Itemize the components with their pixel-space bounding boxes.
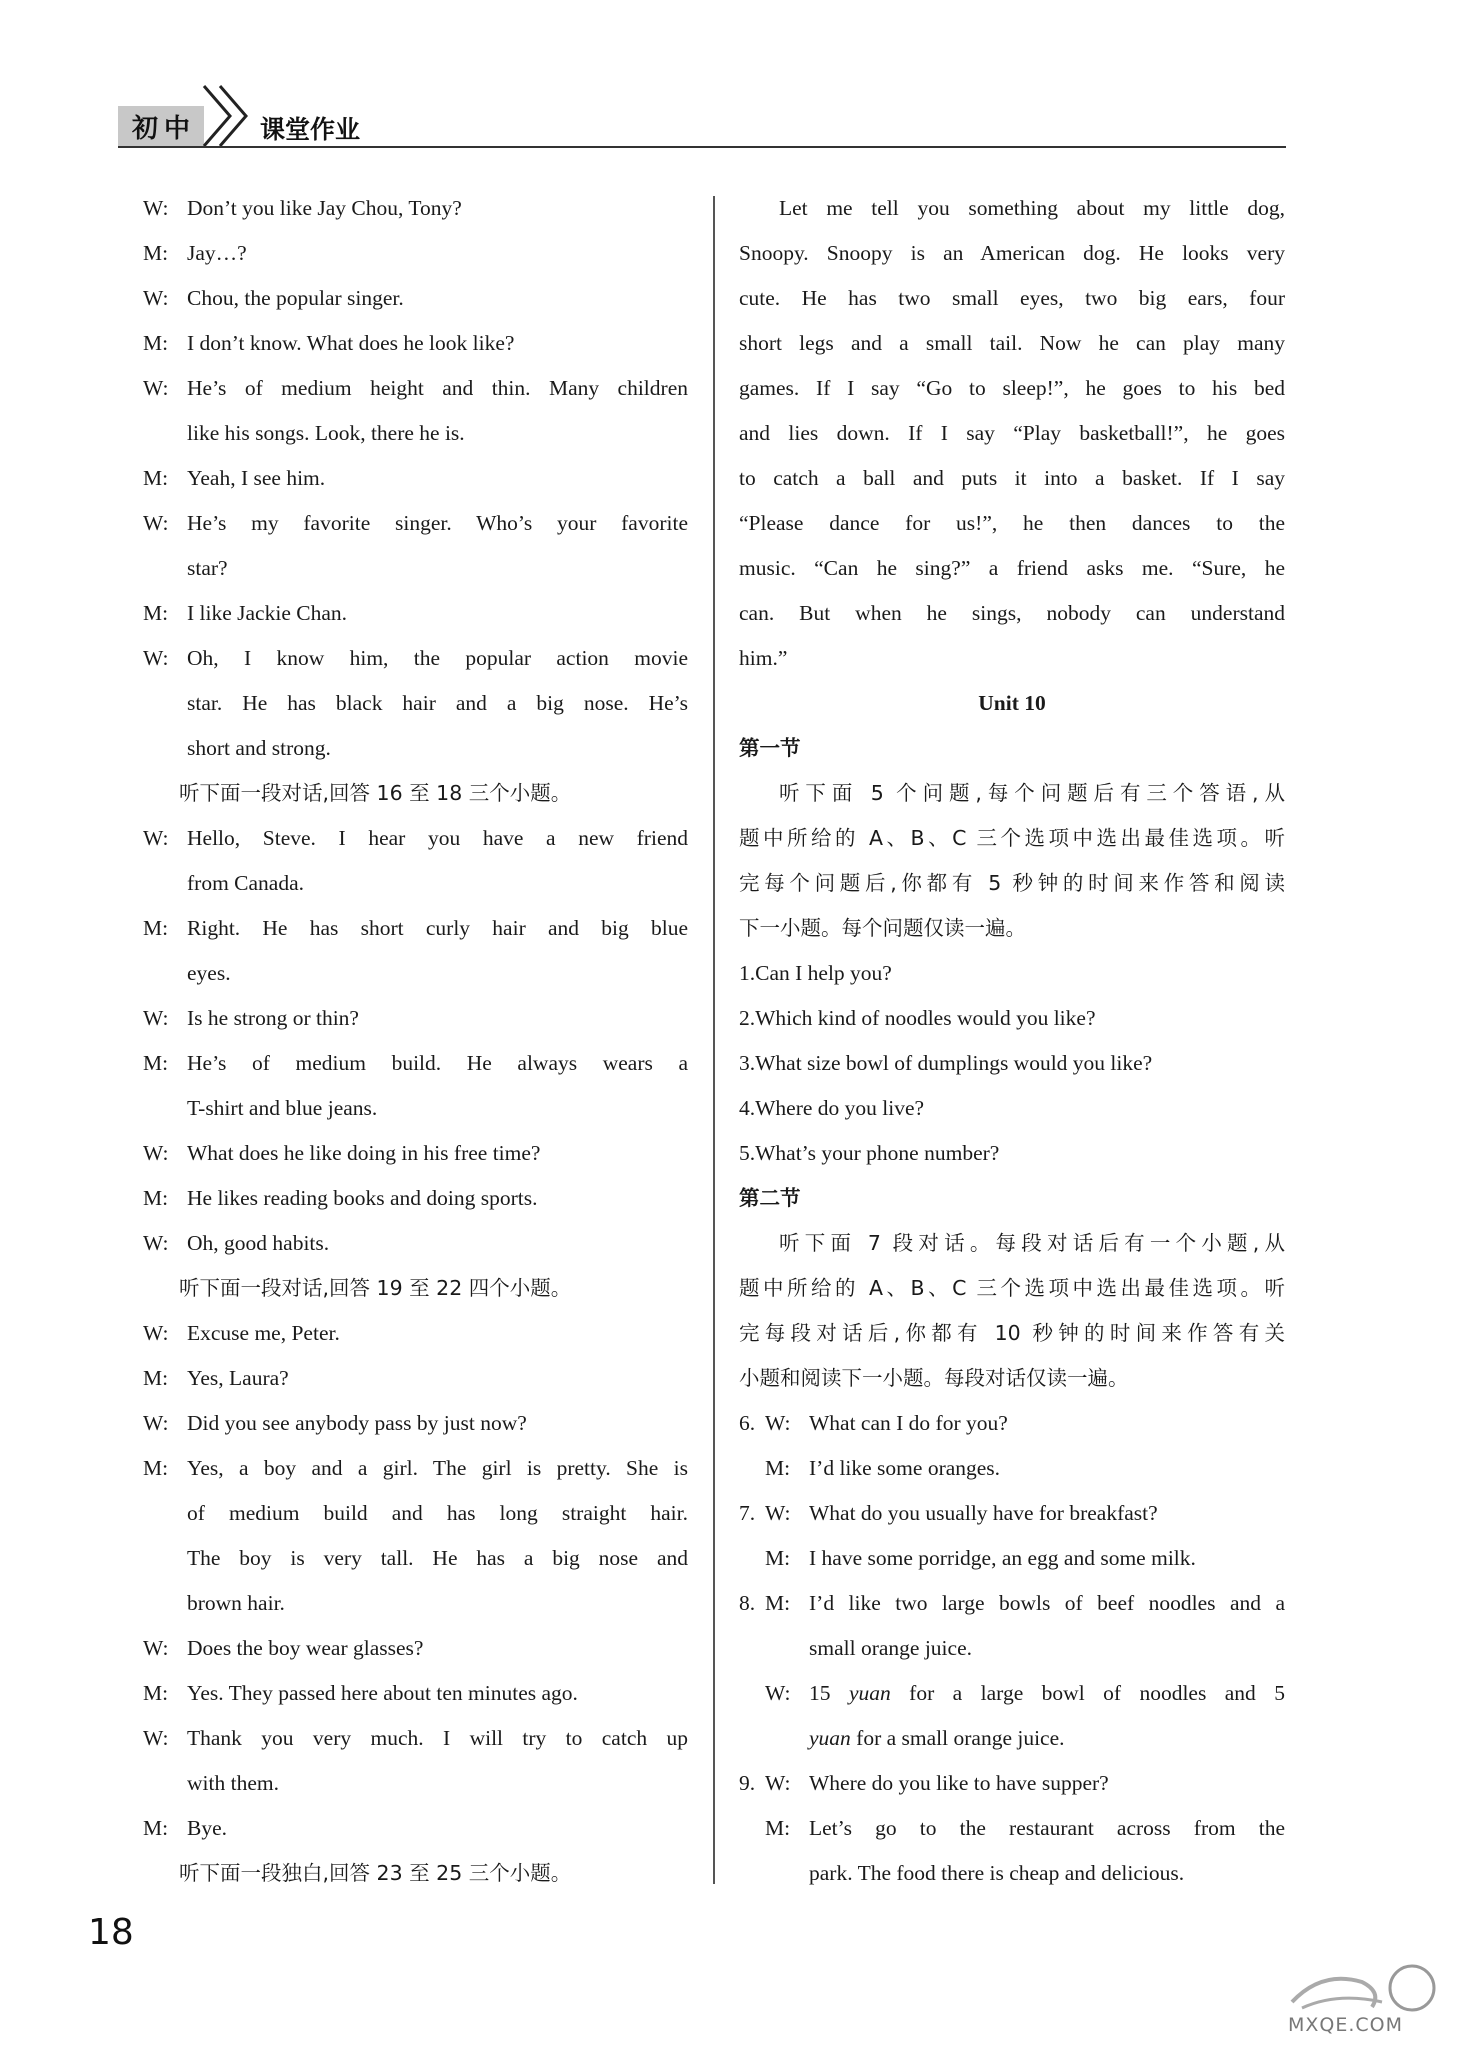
instruction-line: 听下面一段对话,回答 19 至 22 四个小题。 [179,1276,572,1300]
text-line [143,726,688,771]
line-text: Let me tell you something about my little dog, [779,196,1285,220]
text-line [143,546,688,591]
instruction-line: 听下面一段独白,回答 23 至 25 三个小题。 [179,1861,572,1885]
text-line [739,366,1285,411]
text-line [739,1491,1285,1536]
text-line [143,1761,688,1806]
line-text: Jay…? [187,241,247,265]
line-text: cute. He has two small eyes, two big ears, four [739,286,1285,310]
text-line [143,996,688,1041]
speaker-label: W: [143,376,169,400]
line-text: Oh, good habits. [187,1231,330,1255]
speaker-label: M: [143,331,169,355]
line-text: brown hair. [187,1591,285,1615]
column-divider [713,196,715,1884]
line-text: What does he like doing in his free time? [187,1141,541,1165]
speaker-label: M: [143,1816,169,1840]
line-text: 1.Can I help you? [739,961,892,985]
line-text: park. The food there is cheap and delicious. [809,1861,1185,1885]
line-text: star. He has black hair and a big nose. He’s [187,691,688,715]
text-line [739,1086,1285,1131]
text-line [739,1131,1285,1176]
instruction-line: 小题和阅读下一小题。每段对话仅读一遍。 [739,1366,1129,1390]
speaker-label: W: [765,1681,791,1705]
text-line [143,501,688,546]
text-line [143,1581,688,1626]
speaker-label: W: [143,1321,169,1345]
text-line [143,231,688,276]
speaker-label [143,1491,187,1536]
text-line [739,1446,1285,1491]
text-line [143,906,688,951]
speaker-label: W: [765,1771,791,1795]
question-number: 7. [739,1501,756,1525]
double-chevron-icon [196,82,268,146]
speaker-label: M: [143,241,169,265]
line-text: The boy is very tall. He has a big nose and [187,1546,688,1570]
text-line [739,1761,1285,1806]
text-line [143,1176,688,1221]
text-line [143,1401,688,1446]
line-text: Is he strong or thin? [187,1006,359,1030]
page-number: 18 [88,1912,134,1953]
text-line [143,1221,688,1266]
text-line [143,411,688,456]
question-number: 9. [739,1771,756,1795]
instruction-line: 听下面一段对话,回答 16 至 18 三个小题。 [179,781,572,805]
text-line [143,1446,688,1491]
line-text: I have some porridge, an egg and some milk. [809,1546,1196,1570]
text-line [739,411,1285,456]
line-text: to catch a ball and puts it into a basket. If I say [739,466,1285,490]
text-line [739,1851,1285,1896]
instruction-line: 题中所给的 A、B、C 三个选项中选出最佳选项。听 [739,1276,1285,1300]
speaker-label: M: [143,916,169,940]
speaker-label: W: [143,196,169,220]
instruction-line: 听下面 5 个问题,每个问题后有三个答语,从 [779,781,1285,805]
text-line [739,1671,1285,1716]
text-line [739,276,1285,321]
line-text: Snoopy. Snoopy is an American dog. He looks very [739,241,1285,265]
line-text: Yes, Laura? [187,1366,289,1390]
text-line [739,591,1285,636]
line-text: I’d like two large bowls of beef noodles and a [809,1591,1285,1615]
speaker-label: M: [765,1591,791,1615]
text-line [143,951,688,996]
line-text: 15 yuan for a large bowl of noodles and 5 [809,1681,1285,1705]
line-text: 3.What size bowl of dumplings would you like? [739,1051,1153,1075]
speaker-label: W: [143,1141,169,1165]
question-number [739,1806,765,1851]
text-line [739,1041,1285,1086]
instruction-line: 完每段对话后,你都有 10 秒钟的时间来作答有关 [739,1321,1285,1345]
text-line [143,681,688,726]
line-text: T-shirt and blue jeans. [187,1096,378,1120]
line-text: small orange juice. [809,1636,972,1660]
line-text: He likes reading books and doing sports. [187,1186,538,1210]
watermark-text: MXQE.COM [1288,2014,1404,2036]
speaker-label: M: [765,1456,791,1480]
speaker-label [143,681,187,726]
line-text: of medium build and has long straight hair. [187,1501,688,1525]
text-line [739,1626,1285,1671]
line-text: games. If I say “Go to sleep!”, he goes to his bed [739,376,1285,400]
speaker-label: W: [143,1636,169,1660]
line-text: with them. [187,1771,279,1795]
line-text: I’d like some oranges. [809,1456,1001,1480]
line-text: Chou, the popular singer. [187,286,404,310]
text-line [143,366,688,411]
line-text: Hello, Steve. I hear you have a new friend [187,826,688,850]
line-text: He’s my favorite singer. Who’s your favorite [187,511,688,535]
speaker-label: M: [765,1546,791,1570]
speaker-label: W: [765,1501,791,1525]
text-line [739,186,1285,231]
question-number: 6. [739,1411,756,1435]
instruction-line: 题中所给的 A、B、C 三个选项中选出最佳选项。听 [739,826,1285,850]
text-line [143,1086,688,1131]
line-text: music. “Can he sing?” a friend asks me. “Sure, he [739,556,1285,580]
line-text: I don’t know. What does he look like? [187,331,515,355]
speaker-label: W: [143,286,169,310]
line-text: What do you usually have for breakfast? [809,1501,1158,1525]
speaker-label: W: [143,1411,169,1435]
speaker-label: W: [143,646,169,670]
instruction-line: 完每个问题后,你都有 5 秒钟的时间来作答和阅读 [739,871,1285,895]
line-text: Does the boy wear glasses? [187,1636,424,1660]
line-text: star? [187,556,228,580]
text-line [143,276,688,321]
line-text: him.” [739,646,788,670]
text-line [143,1806,688,1851]
speaker-label: W: [765,1411,791,1435]
text-line [739,501,1285,546]
text-line [739,321,1285,366]
speaker-label [143,1536,187,1581]
text-line [739,996,1285,1041]
line-text: short and strong. [187,736,331,760]
text-line [739,951,1285,996]
line-text: Bye. [187,1816,228,1840]
section-heading: 第二节 [739,1186,801,1210]
page-header [118,82,1286,146]
line-text: I like Jackie Chan. [187,601,348,625]
line-text: Thank you very much. I will try to catch up [187,1726,688,1750]
speaker-label: W: [143,1726,169,1750]
text-line [143,1356,688,1401]
line-text: Did you see anybody pass by just now? [187,1411,527,1435]
line-text: and lies down. If I say “Play basketball!”, he goes [739,421,1285,445]
speaker-label: M: [143,601,169,625]
line-text: 2.Which kind of noodles would you like? [739,1006,1096,1030]
line-text: Don’t you like Jay Chou, Tony? [187,196,462,220]
line-text: eyes. [187,961,231,985]
book-title: 课堂作业 [260,115,361,144]
instruction-line: 听下面 7 段对话。每段对话后有一个小题,从 [779,1231,1285,1255]
speaker-label: M: [143,1186,169,1210]
text-line [143,321,688,366]
speaker-label: W: [143,1231,169,1255]
instruction-line: 下一小题。每个问题仅读一遍。 [739,916,1026,940]
unit-heading: Unit 10 [978,691,1046,715]
text-line [143,1131,688,1176]
question-number [739,1671,765,1716]
line-text: from Canada. [187,871,305,895]
line-text: short legs and a small tail. Now he can play many [739,331,1285,355]
text-line [143,1536,688,1581]
speaker-label: M: [765,1816,791,1840]
text-line [739,1401,1285,1446]
text-line [143,1671,688,1716]
speaker-label: W: [143,1006,169,1030]
speaker-label: W: [143,511,169,535]
line-text: Yes, a boy and a girl. The girl is pretty. She is [187,1456,688,1480]
speaker-label: M: [143,1366,169,1390]
text-line [739,1806,1285,1851]
text-line [739,231,1285,276]
text-line [143,456,688,501]
line-text: 5.What’s your phone number? [739,1141,1000,1165]
line-text: can. But when he sings, nobody can understand [739,601,1285,625]
text-line [143,816,688,861]
line-text: 4.Where do you live? [739,1096,925,1120]
text-line [143,1491,688,1536]
text-line [143,636,688,681]
line-text: like his songs. Look, there he is. [187,421,465,445]
line-text: Where do you like to have supper? [809,1771,1109,1795]
line-text: He’s of medium build. He always wears a [187,1051,688,1075]
speaker-label: W: [143,826,169,850]
line-text: He’s of medium height and thin. Many children [187,376,688,400]
line-text: “Please dance for us!”, he then dances to the [739,511,1285,535]
text-line [143,591,688,636]
section-heading: 第一节 [739,736,801,760]
line-text: Let’s go to the restaurant across from the [809,1816,1285,1840]
line-text: yuan for a small orange juice. [809,1726,1065,1750]
speaker-label: M: [143,466,169,490]
line-text: Oh, I know him, the popular action movie [187,646,688,670]
text-line [739,1536,1285,1581]
line-text: Right. He has short curly hair and big blue [187,916,688,940]
grade-tag: 初中 [132,114,197,144]
text-line [143,1626,688,1671]
text-line [143,1041,688,1086]
line-text: Yes. They passed here about ten minutes ago. [187,1681,578,1705]
question-number: 8. [739,1591,756,1615]
text-line [143,861,688,906]
text-line [739,1581,1285,1626]
speaker-label: M: [143,1456,169,1480]
speaker-label: M: [143,1681,169,1705]
text-line [143,186,688,231]
text-line [739,636,1285,681]
text-line [739,456,1285,501]
line-text: Excuse me, Peter. [187,1321,340,1345]
speaker-label: M: [143,1051,169,1075]
text-line [143,1716,688,1761]
line-text: Yeah, I see him. [187,466,326,490]
header-rule [118,146,1286,148]
text-line [143,1311,688,1356]
line-text: What can I do for you? [809,1411,1008,1435]
text-line [739,1716,1285,1761]
text-line [739,546,1285,591]
